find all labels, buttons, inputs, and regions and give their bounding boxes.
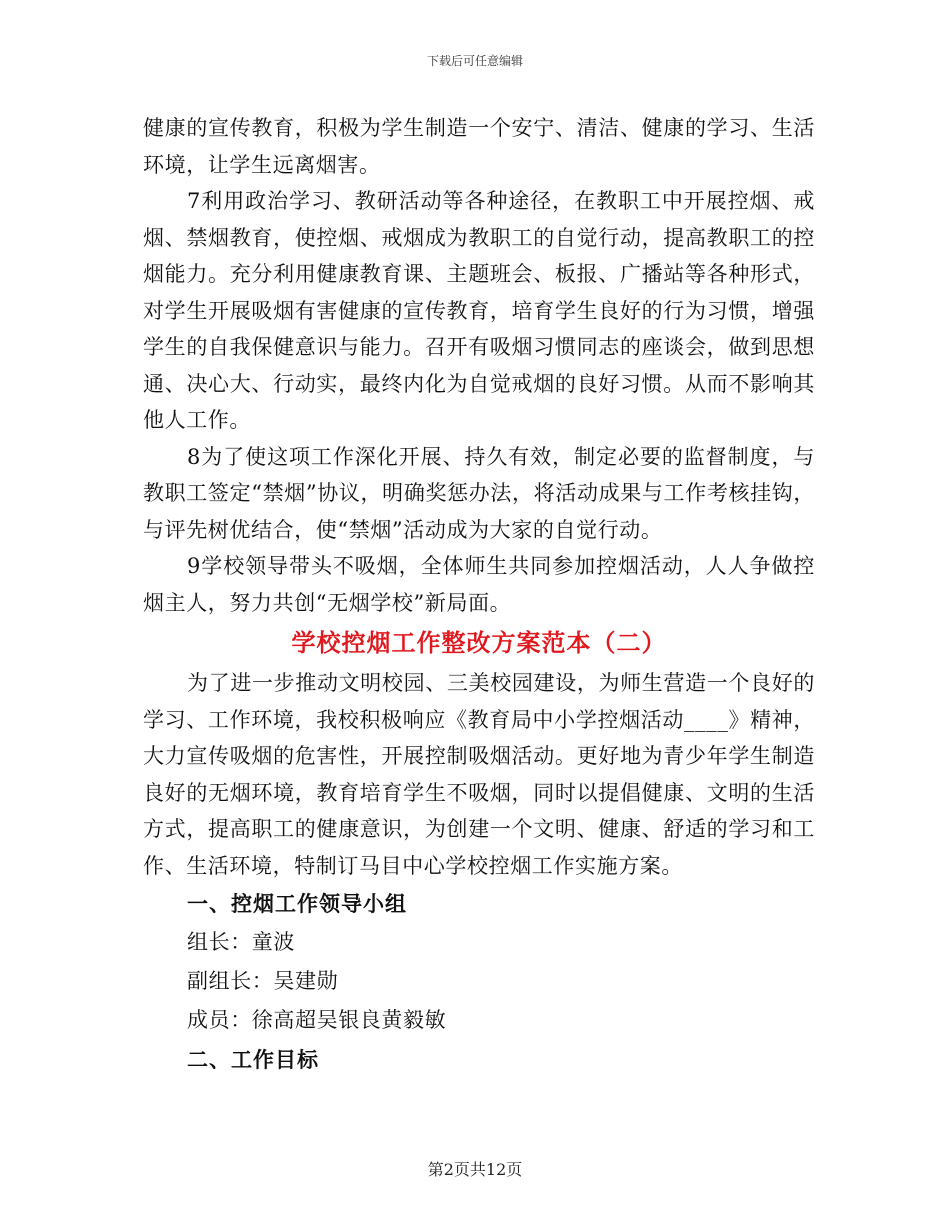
- section-heading-goals: 二、工作目标: [187, 1047, 319, 1072]
- paragraph-continuation: 健康的宣传教育，积极为学生制造一个安宁、清洁、健康的学习、生活环境，让学生远离烟害。: [143, 116, 815, 177]
- section-heading-leadership: 一、控烟工作领导小组: [187, 891, 407, 916]
- document-title: 学校控烟工作整改方案范本（二）: [291, 628, 667, 657]
- paragraph-intro: 为了进一步推动文明校园、三美校园建设，为师生营造一个良好的学习、工作环境，我校积极响应《教育局中小学控烟活动____》精神，大力宣传吸烟的危害性，开展控制吸烟活动。更好地为青少年学生制造良好的无烟环境，教育培育学生不吸烟，同时以提倡健康、文明的生活方式，提高职工的健康意识，为创建一个文明、健康、舒适的学习和工作、生活环境，特制订马目中心学校控烟工作实施方案。: [143, 671, 815, 878]
- paragraph-item-7: 7利用政治学习、教研活动等各种途径，在教职工中开展控烟、戒烟、禁烟教育，使控烟、戒烟成为教职工的自觉行动，提高教职工的控烟能力。充分利用健康教育课、主题班会、板报、广播站等各种形式，对学生开展吸烟有害健康的宣传教育，培育学生良好的行为习惯，增强学生的自我保健意识与能力。召开有吸烟习惯同志的座谈会，做到思想通、决心大、行动实，最终内化为自觉戒烟的良好习惯。从而不影响其他人工作。: [143, 189, 815, 432]
- page-number: 第2页共12页: [427, 1160, 523, 1179]
- document-body: [143, 110, 815, 1079]
- leader-line: 组长：童波: [187, 930, 295, 954]
- page-header-note: 下载后可任意编辑: [426, 54, 523, 68]
- paragraph-item-8: 8为了使这项工作深化开展、持久有效，制定必要的监督制度，与教职工签定“禁烟”协议，明确奖惩办法，将活动成果与工作考核挂钩，与评先树优结合，使“禁烟”活动成为大家的自觉行动。: [143, 444, 815, 542]
- vice-leader-line: 副组长：吴建勋: [187, 969, 339, 993]
- members-line: 成员：徐高超吴银良黄毅敏: [187, 1008, 447, 1032]
- paragraph-item-9: 9学校领导带头不吸烟，全体师生共同参加控烟活动，人人争做控烟主人，努力共创“无烟学校”新局面。: [143, 554, 815, 615]
